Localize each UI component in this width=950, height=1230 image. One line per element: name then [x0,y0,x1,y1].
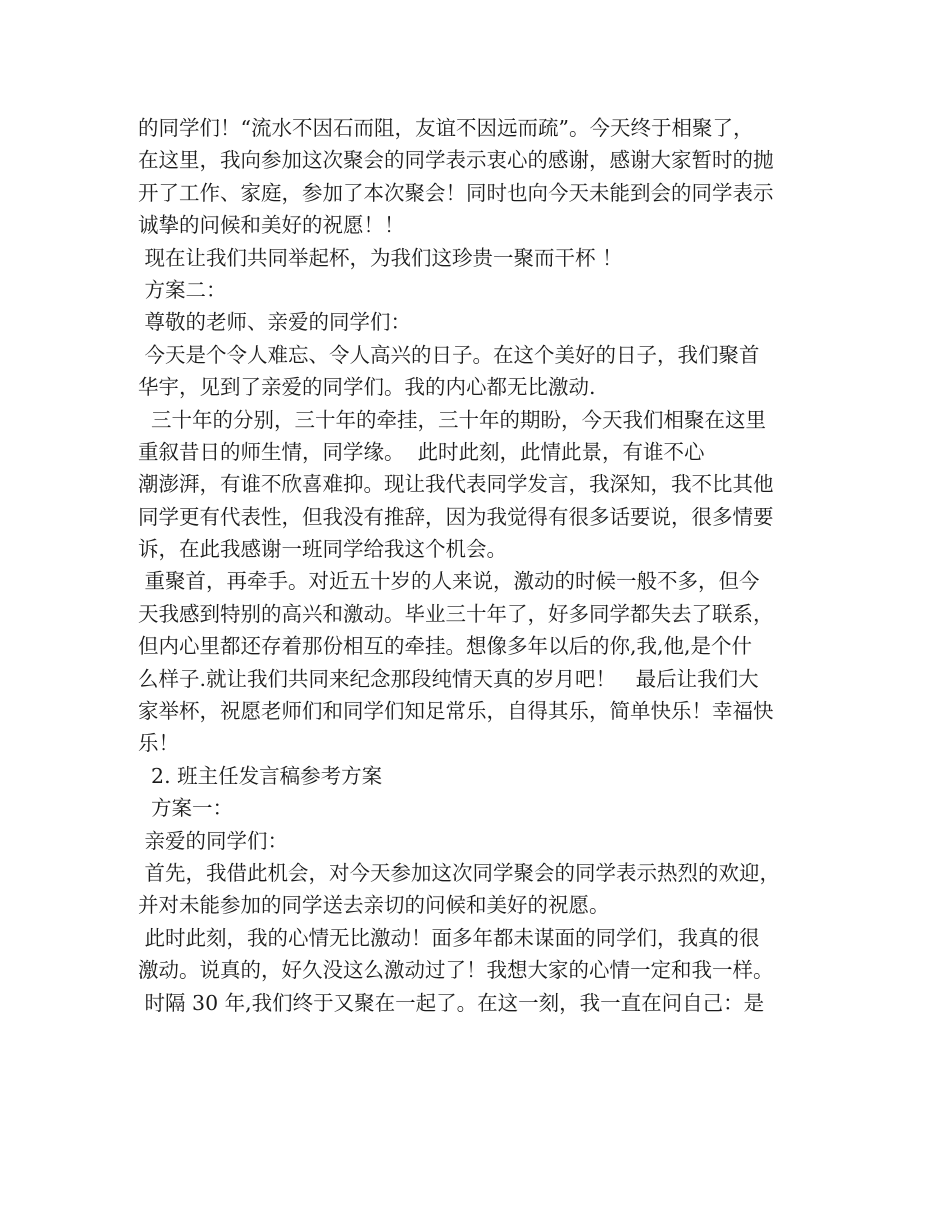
text-line: 方案二： [138,277,227,302]
text-line: 方案一： [138,796,234,821]
text-line: 华宇，见到了亲爱的同学们。我的内心都无比激动. [138,375,596,400]
text-line: 开了工作、家庭，参加了本次聚会！同时也向今天未能到会的同学表示 [138,180,774,205]
text-line: 但内心里都还存着那份相互的牵挂。想像多年以后的你,我,他,是个什 [138,634,753,659]
section-heading: 2. 班主任发言稿参考方案 [138,763,383,788]
text-line: 现在让我们共同举起杯，为我们这珍贵一聚而干杯 ！ [138,245,623,270]
text-line: 今天是个令人难忘、令人高兴的日子。在这个美好的日子，我们聚首 [138,342,760,367]
text-line: 亲爱的同学们： [138,828,289,853]
text-line: 天我感到特别的高兴和激动。毕业三十年了，好多同学都失去了联系， [138,601,774,626]
text-line: 激动。说真的，好久没这么激动过了！我想大家的心情一定和我一样。 [138,958,774,983]
text-line: 家举杯，祝愿老师们和同学们知足常乐，自得其乐，简单快乐！幸福快 [138,699,774,724]
text-line: 首先，我借此机会，对今天参加这次同学聚会的同学表示热烈的欢迎， [138,860,781,885]
text-line: 在这里，我向参加这次聚会的同学表示衷心的感谢，感谢大家暂时的抛 [138,148,774,173]
text-line: 重叙昔日的师生情，同学缘。 此时此刻，此情此景，有谁不心 [138,439,705,464]
text-line: 重聚首，再牵手。对近五十岁的人来说，激动的时候一般不多，但今 [138,569,760,594]
text-line: 潮澎湃，有谁不欣喜难抑。现让我代表同学发言，我深知，我不比其他 [138,472,774,497]
text-line: 三十年的分别，三十年的牵挂，三十年的期盼，今天我们相聚在这里 [138,407,767,432]
text-line: 此时此刻，我的心情无比激动！面多年都未谋面的同学们，我真的很 [138,925,760,950]
document-body [138,112,828,1019]
text-line: 么样子.就让我们共同来纪念那段纯情天真的岁月吧！ 最后让我们大 [138,666,759,691]
text-line: 并对未能参加的同学送去亲切的问候和美好的祝愿。 [138,893,610,918]
text-line: 诚挚的问候和美好的祝愿！！ [138,213,405,238]
text-line: 时隔 30 年,我们终于又聚在一起了。在这一刻，我一直在问自己：是 [138,990,765,1015]
text-line: 尊敬的老师、亲爱的同学们： [138,310,412,335]
text-line: 乐！ [138,731,179,756]
text-line: 同学更有代表性，但我没有推辞，因为我觉得有很多话要说，很多情要 [138,504,774,529]
text-line: 诉，在此我感谢一班同学给我这个机会。 [138,537,507,562]
text-line: 的同学们！“流水不因石而阻，友谊不因远而疏”。今天终于相聚了， [138,116,754,140]
